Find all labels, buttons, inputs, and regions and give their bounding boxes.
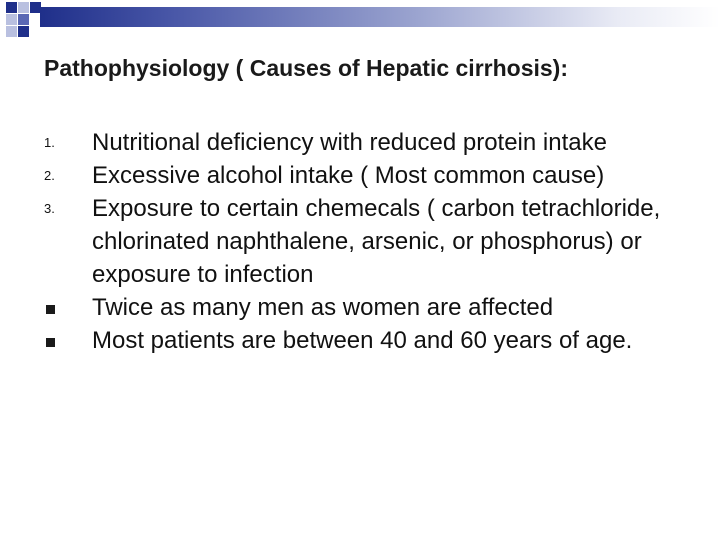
list-item-text: Twice as many men as women are affected xyxy=(92,294,554,321)
deco-square xyxy=(18,2,29,13)
list-item xyxy=(44,126,684,159)
header-decoration xyxy=(0,0,720,40)
list-item-text: Exposure to certain chemecals ( carbon tetrachloride, chlorinated naphthalene, arsenic, or phosphorus) or exposure to infection xyxy=(92,195,661,288)
deco-square xyxy=(6,26,17,37)
list-item-text: Excessive alcohol intake ( Most common cause) xyxy=(92,162,605,189)
list-item xyxy=(44,324,684,357)
deco-square xyxy=(18,26,29,37)
list-item-text: Most patients are between 40 and 60 years of age. xyxy=(92,327,633,354)
square-bullet-icon xyxy=(46,338,55,347)
square-bullet-icon xyxy=(46,305,55,314)
list-number: 2. xyxy=(44,168,55,183)
deco-square xyxy=(6,2,17,13)
list-number: 3. xyxy=(44,201,55,216)
list-item-text: Nutritional deficiency with reduced protein intake xyxy=(92,129,607,156)
deco-square xyxy=(18,14,29,25)
deco-square xyxy=(6,14,17,25)
list-item xyxy=(44,159,684,192)
list-number: 1. xyxy=(44,135,55,150)
list-item xyxy=(44,291,684,324)
causes-list xyxy=(44,126,684,357)
gradient-band xyxy=(40,7,720,27)
slide-title: Pathophysiology ( Causes of Hepatic cirrhosis): xyxy=(44,55,568,81)
deco-square xyxy=(30,2,41,13)
list-item xyxy=(44,192,684,291)
